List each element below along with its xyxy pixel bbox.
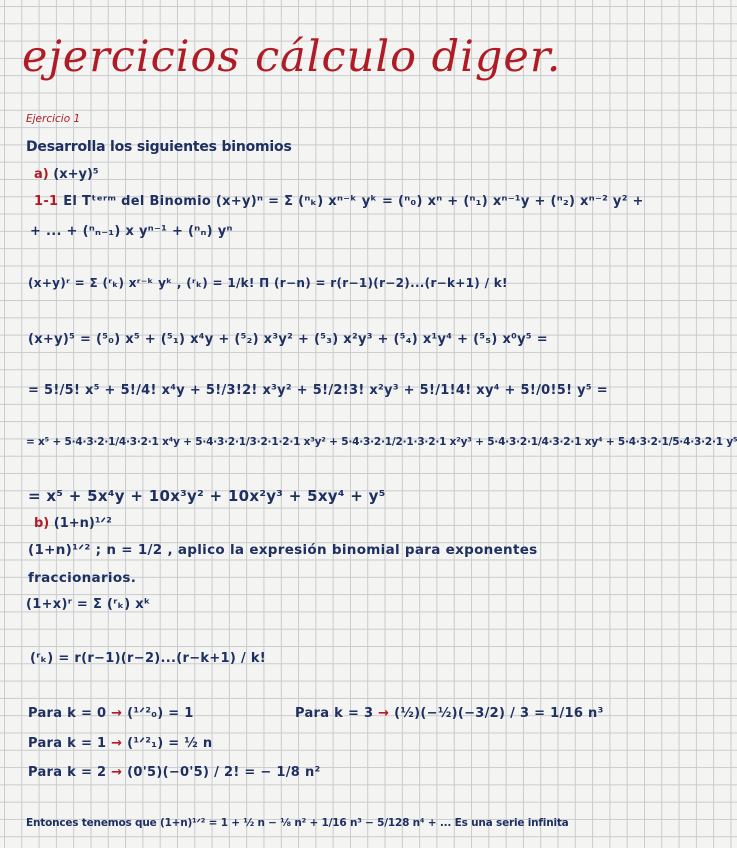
exercise-label: Ejercicio 1 <box>26 113 81 125</box>
arrow-icon: → <box>378 706 390 721</box>
k1-result: (¹ᐟ²₁) = ½ n <box>127 736 213 751</box>
part-a-heading <box>34 168 99 181</box>
reduced-line <box>26 437 737 448</box>
factorials-line: = 5!/5! x⁵ + 5!/4! x⁴y + 5!/3!2! x³y² + 5!/2!3! x²y³ + 5!/1!4! xy⁴ + 5!/0!5! y⁵ = <box>28 383 608 398</box>
part-b-label: b) <box>34 516 50 531</box>
case-k2 <box>28 766 321 779</box>
arrow-icon: → <box>111 765 123 780</box>
binomial-theorem-text: El Tᵗᵉʳᵐ del Binomio (x+y)ⁿ = Σ (ⁿₖ) xⁿ⁻ᵏ yᵏ = (ⁿ₀) xⁿ + (ⁿ₁) xⁿ⁻¹y + (ⁿ₂) xⁿ⁻² y² + <box>63 194 644 209</box>
para-label-k2: Para <box>28 765 63 780</box>
binomial-theorem-line-1 <box>34 195 644 208</box>
coefficient-formula: (ʳₖ) = r(r−1)(r−2)...(r−k+1) / k! <box>30 651 266 666</box>
conclusion: Entonces tenemos que (1+n)¹ᐟ² = 1 + ½ n − ⅛ n² + 1/16 n³ − 5/128 n⁴ + ... Es una serie infinita <box>26 817 569 829</box>
part-b-intro-cont: fraccionarios. <box>28 570 137 586</box>
para-label-k3: Para <box>295 706 330 721</box>
part-b-intro: (1+n)¹ᐟ² ; n = 1/2 , aplico la expresión binomial para exponentes <box>28 542 538 558</box>
arrow-icon: → <box>111 706 123 721</box>
k0-result: (¹ᐟ²₀) = 1 <box>127 706 194 721</box>
case-k1 <box>28 737 212 750</box>
step-label: 1-1 <box>34 194 59 209</box>
page-title: ejercicios cálculo diger. <box>22 32 562 82</box>
binomial-theorem-line-2: + ... + (ⁿₙ₋₁) x yⁿ⁻¹ + (ⁿₙ) yⁿ <box>30 224 233 239</box>
arrow-icon: → <box>111 736 123 751</box>
part-b-expression: (1+n)¹ᐟ² <box>53 516 112 531</box>
case-k3 <box>295 707 604 720</box>
case-k0 <box>28 707 194 720</box>
k1-value: k = 1 <box>67 736 107 751</box>
k2-value: k = 2 <box>67 765 107 780</box>
series-formula: (1+x)ʳ = Σ (ʳₖ) xᵏ <box>26 597 151 612</box>
part-a-expression: (x+y)⁵ <box>53 167 99 182</box>
k0-value: k = 0 <box>67 706 107 721</box>
reduced-expression: = x⁵ + 5·4·3·2·1/4·3·2·1 x⁴y + 5·4·3·2·1/3·2·1·2·1 x³y² + 5·4·3·2·1/2·1·3·2·1 x²y³ + 5·4·3·2·1/4·3·2·1 xy⁴ + 5·4·3·2·1/5·4·3·2·1 y⁵ <box>26 436 737 448</box>
part-b-heading <box>34 517 112 530</box>
result-line-a: = x⁵ + 5x⁴y + 10x³y² + 10x²y³ + 5xy⁴ + y⁵ <box>28 487 386 505</box>
general-binomial-formula: (x+y)ʳ = Σ (ʳₖ) xʳ⁻ᵏ yᵏ , (ʳₖ) = 1/k! Π (r−n) = r(r−1)(r−2)...(r−k+1) / k! <box>28 276 508 290</box>
k2-result: (0'5)(−0'5) / 2! = − 1/8 n² <box>127 765 321 780</box>
para-label-k0: Para <box>28 706 63 721</box>
part-a-label: a) <box>34 167 49 182</box>
instruction: Desarrolla los siguientes binomios <box>26 139 292 155</box>
k3-value: k = 3 <box>334 706 374 721</box>
expansion-line: (x+y)⁵ = (⁵₀) x⁵ + (⁵₁) x⁴y + (⁵₂) x³y² + (⁵₃) x²y³ + (⁵₄) x¹y⁴ + (⁵₅) x⁰y⁵ = <box>28 332 548 347</box>
para-label-k1: Para <box>28 736 63 751</box>
k3-result: (½)(−½)(−3/2) / 3 = 1/16 n³ <box>394 706 604 721</box>
